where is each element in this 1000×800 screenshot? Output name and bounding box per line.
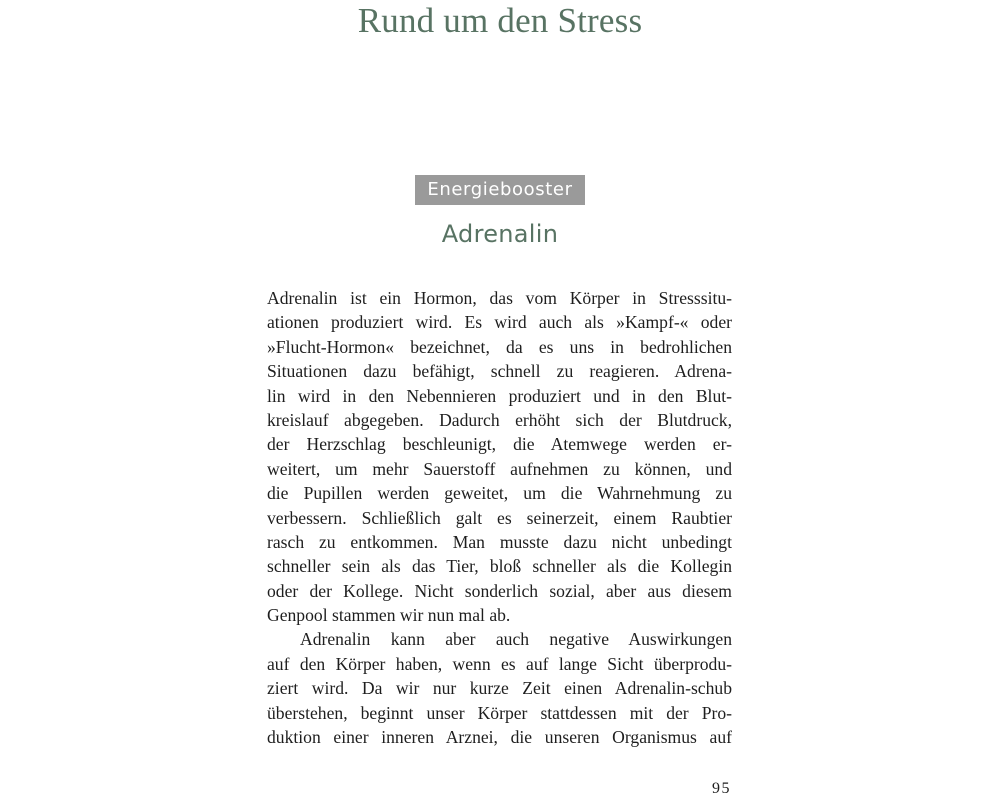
text-line: weitert, um mehr Sauerstoff aufnehmen zu können, und <box>267 458 732 479</box>
text-line: verbessern. Schließlich galt es seinerzeit, einem Raubtier <box>267 507 732 528</box>
text-line: ziert wird. Da wir nur kurze Zeit einen Adrenalin-schub <box>267 678 732 699</box>
page-number: 95 <box>712 780 731 797</box>
kicker-container <box>0 175 1000 205</box>
text-line: die Pupillen werden geweitet, um die Wahrnehmung zu <box>267 483 732 504</box>
body-text <box>267 286 732 749</box>
text-line: überstehen, beginnt unser Körper stattdessen mit der Pro- <box>267 702 732 723</box>
text-line: Genpool stammen wir nun mal ab. <box>267 605 511 626</box>
text-line: kreislauf abgegeben. Dadurch erhöht sich der Blutdruck, <box>267 409 732 430</box>
text-line: Adrenalin kann aber auch negative Auswirkungen <box>300 629 732 650</box>
text-line: schneller sein als das Tier, bloß schneller als die Kollegin <box>267 556 732 577</box>
running-head: Rund um den Stress <box>357 1 643 40</box>
text-line: lin wird in den Nebennieren produziert und in den Blut- <box>267 385 732 406</box>
text-line: Situationen dazu befähigt, schnell zu reagieren. Adrena- <box>267 361 732 382</box>
text-line: »Flucht-Hormon« bezeichnet, da es uns in bedrohlichen <box>267 336 732 357</box>
section-kicker-label: Energiebooster <box>415 175 584 205</box>
text-line: rasch zu entkommen. Man musste dazu nicht unbedingt <box>267 531 732 552</box>
text-line: duktion einer inneren Arznei, die unseren Organismus auf <box>267 727 732 748</box>
text-line: oder der Kollege. Nicht sonderlich sozial, aber aus diesem <box>267 580 732 601</box>
text-line: auf den Körper haben, wenn es auf lange Sicht überprodu- <box>267 653 732 674</box>
section-title: Adrenalin <box>441 220 559 248</box>
text-line: Adrenalin ist ein Hormon, das vom Körper in Stresssitu- <box>267 288 732 308</box>
text-line: der Herzschlag beschleunigt, die Atemwege werden er- <box>267 434 732 455</box>
text-line: ationen produziert wird. Es wird auch als »Kampf-« oder <box>267 312 732 333</box>
